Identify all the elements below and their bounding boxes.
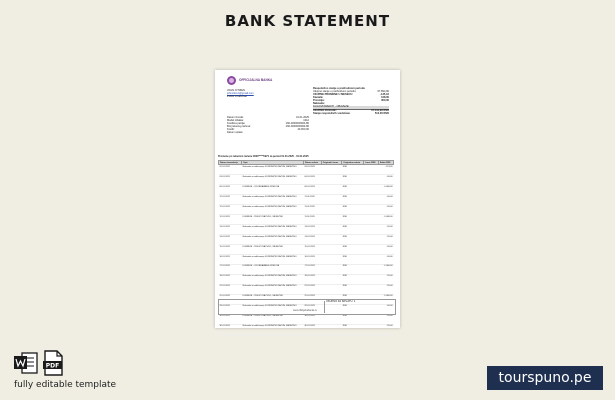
statement-period: Promene po tekućem računu 0000*****0971 za period 01.01.2025 - 31.01.2025 <box>218 155 309 158</box>
summary-label: UKUPNE PROMENE U MESECU: <box>313 92 354 96</box>
cell-desc: Naknada za održavanje KORISNIČKI RAČUN, MESEČNO <box>242 235 304 245</box>
cell-valuta: 18.01.2025 <box>304 275 322 285</box>
cell-date: 02.01.2025 <box>219 165 242 175</box>
cell-desc: KOMISIJE - ODOBRAVANJE KREDITA <box>242 265 304 275</box>
cell-saldo: -1.080,00 <box>378 185 393 195</box>
cell-desc: Naknada za održavanje KORISNIČKI RAČUN, MESEČNO <box>242 324 304 334</box>
cell-orig <box>321 225 342 235</box>
cell-saldo: -90,00 <box>378 304 393 314</box>
cell-saldo: -95,00 <box>378 275 393 285</box>
account-label: Datum izvoda: <box>227 116 244 119</box>
summary-value: 128,00 <box>381 95 389 99</box>
cell-cur: RSD <box>342 285 364 295</box>
account-row <box>227 132 309 135</box>
cell-orig <box>321 175 342 185</box>
cell-date: 22.01.2025 <box>219 285 242 295</box>
cell-orig <box>321 215 342 225</box>
cell-desc: Naknada za održavanje KORISNIČKI RAČUN, MESEČNO <box>242 225 304 235</box>
cell-cur: RSD <box>342 324 364 334</box>
cell-saldo: -95,00 <box>378 205 393 215</box>
cell-valuta: 13.01.2025 <box>304 225 322 235</box>
cell-desc: Naknada za održavanje KORISNIČKI RAČUN, MESEČNO <box>242 275 304 285</box>
cell-date: 15.01.2025 <box>219 245 242 255</box>
table-row <box>219 205 394 215</box>
column-header: Opis <box>242 161 304 165</box>
cell-amount <box>364 324 379 334</box>
cell-cur: RSD <box>342 195 364 205</box>
summary-label: UKUPNO DUGUJE: <box>313 108 337 112</box>
account-value: 160-0000000000-86 <box>285 124 309 128</box>
cell-saldo: -1.080,00 <box>378 295 393 305</box>
cell-amount <box>364 225 379 235</box>
cell-desc: KOMISIJE - TEKUĆI RAČUN 1, MESEČNO <box>242 215 304 225</box>
cell-valuta: 30.01.2025 <box>304 314 322 324</box>
cell-cur: RSD <box>342 265 364 275</box>
pdf-icon <box>42 350 64 376</box>
cell-saldo: -95,00 <box>378 324 393 334</box>
cell-amount <box>364 195 379 205</box>
cell-cur: RSD <box>342 295 364 305</box>
cell-orig <box>321 205 342 215</box>
summary-label: Ukupno stanje u prethodnom periodu: <box>313 89 357 93</box>
cell-cur: RSD <box>342 215 364 225</box>
cell-amount <box>364 285 379 295</box>
cell-saldo: -90,00 <box>378 255 393 265</box>
account-label: Datum uplate: <box>227 130 244 134</box>
column-header: Iznos RSD <box>364 161 379 165</box>
brand-badge: tourspuno.pe <box>487 366 603 390</box>
summary-value: -135,16 <box>380 92 389 96</box>
table-row <box>219 185 394 195</box>
column-header: Datum valute <box>304 161 322 165</box>
statement-document <box>215 70 400 328</box>
cell-amount <box>364 205 379 215</box>
summary-value: 512,00 RSD <box>374 111 389 115</box>
cell-saldo: -274,00 <box>378 165 393 175</box>
page-title: BANK STATEMENT <box>224 12 391 30</box>
table-row <box>219 324 394 334</box>
cell-amount <box>364 175 379 185</box>
cell-orig <box>321 185 342 195</box>
table-row <box>219 215 394 225</box>
bank-logo <box>227 76 272 85</box>
account-label: Kredit: <box>227 127 235 131</box>
bank-logo-icon <box>227 76 236 85</box>
cell-desc: Naknada za održavanje KORISNIČKI RAČUN, MESEČNO <box>242 205 304 215</box>
cell-desc: KOMISIJE - TEKUĆI RAČUN 1, MESEČNO <box>242 295 304 305</box>
cell-date: 18.01.2025 <box>219 275 242 285</box>
cell-desc: KOMISIJE - TEKUĆI RAČUN 1, MESEČNO <box>242 314 304 324</box>
summary-label: Naknada: <box>313 101 325 105</box>
cell-valuta: 16.01.2025 <box>304 255 322 265</box>
table-row <box>219 175 394 185</box>
cell-amount <box>364 314 379 324</box>
cell-valuta: 30.01.2025 <box>304 324 322 334</box>
summary-value: 67.894,90 <box>377 89 389 93</box>
cell-desc: Naknada za održavanje KORISNIČKI RAČUN, MESEČNO <box>242 255 304 265</box>
cell-saldo: -90,00 <box>378 245 393 255</box>
cell-saldo: -95,00 <box>378 225 393 235</box>
cell-amount <box>364 265 379 275</box>
summary-label: Provizija: <box>313 98 325 102</box>
cell-saldo: -95,00 <box>378 314 393 324</box>
cell-valuta: 17.01.2025 <box>304 265 322 275</box>
account-details <box>227 117 309 135</box>
svg-text:PDF: PDF <box>45 362 60 370</box>
cell-date: 17.01.2025 <box>219 265 242 275</box>
table-row <box>219 195 394 205</box>
account-value: 160-0000000000-86 <box>285 121 309 125</box>
bank-website: www.officijalnabanka.rs <box>293 310 317 312</box>
cell-desc: Naknada za održavanje KORISNIČKI RAČUN, MESEČNO <box>242 304 304 314</box>
cell-date: 25.01.2025 <box>219 295 242 305</box>
word-icon <box>14 352 38 374</box>
cell-valuta: 11.01.2025 <box>304 205 322 215</box>
cell-valuta: 25.01.2025 <box>304 295 322 305</box>
cell-orig <box>321 265 342 275</box>
cell-orig <box>321 275 342 285</box>
cell-cur: RSD <box>342 185 364 195</box>
cell-valuta: 28.01.2025 <box>304 304 322 314</box>
cell-amount <box>364 245 379 255</box>
cell-date: 12.01.2025 <box>219 215 242 225</box>
cell-cur: RSD <box>342 165 364 175</box>
cell-valuta: 03.01.2025 <box>304 165 322 175</box>
cell-saldo: -1.080,00 <box>378 215 393 225</box>
account-value: 40.000,00 <box>297 127 309 131</box>
summary-label: Raspoloživo stanje u prethodnom periodu <box>313 87 365 90</box>
footer-label: UKUPNO ZA ISPLATU: 1 <box>326 300 356 303</box>
cell-saldo: -90,00 <box>378 175 393 185</box>
client-address: 21000 Vrsačenac <box>227 94 248 98</box>
summary-value: 67.441,90 RSD <box>371 108 389 112</box>
account-label: Kreditna partija: <box>227 121 246 125</box>
cell-date: 14.01.2025 <box>219 235 242 245</box>
cell-cur: RSD <box>342 304 364 314</box>
cell-date: 12.01.2025 <box>219 195 242 205</box>
account-value: 31.01.2025 <box>296 116 309 119</box>
cell-saldo: -1.080,00 <box>378 265 393 275</box>
cell-cur: RSD <box>342 175 364 185</box>
column-header: Datum transakcije <box>219 161 242 165</box>
cell-orig <box>321 314 342 324</box>
cell-cur: RSD <box>342 235 364 245</box>
cell-valuta: 06.01.2025 <box>304 175 322 185</box>
cell-cur: RSD <box>342 275 364 285</box>
cell-date: 16.01.2025 <box>219 255 242 265</box>
cell-orig <box>321 285 342 295</box>
summary-label: Stanje raspoloživih sredstava: <box>313 111 351 115</box>
cell-date: 12.01.2025 <box>219 205 242 215</box>
cell-date: 28.01.2025 <box>219 304 242 314</box>
cell-orig <box>321 235 342 245</box>
cell-cur: RSD <box>342 225 364 235</box>
cell-valuta: 11.01.2025 <box>304 215 322 225</box>
cell-date: 06.01.2025 <box>219 185 242 195</box>
table-row <box>219 275 394 285</box>
cell-valuta: 22.01.2025 <box>304 285 322 295</box>
cell-orig <box>321 165 342 175</box>
cell-amount <box>364 255 379 265</box>
table-row <box>219 245 394 255</box>
cell-orig <box>321 195 342 205</box>
cell-desc: Naknada za održavanje KORISNIČKI RAČUN, MESEČNO <box>242 175 304 185</box>
cell-desc: KOMISIJE - TEKUĆI RAČUN 1, MESEČNO <box>242 245 304 255</box>
client-email: johncitizen@gmail.com <box>227 91 254 95</box>
column-header: Originalni iznos <box>321 161 342 165</box>
cell-desc: Naknada za održavanje KORISNIČKI RAČUN, MESEČNO <box>242 165 304 175</box>
cell-valuta: 11.01.2025 <box>304 195 322 205</box>
cell-amount <box>364 165 379 175</box>
cell-desc: Naknada za održavanje KORISNIČKI RAČUN, MESEČNO <box>242 195 304 205</box>
table-row <box>219 225 394 235</box>
cell-saldo: -95,00 <box>378 285 393 295</box>
account-label: Model izdatka: <box>227 118 244 122</box>
column-header: Originalna valuta <box>342 161 364 165</box>
cell-amount <box>364 275 379 285</box>
table-row <box>219 165 394 175</box>
cell-amount <box>364 235 379 245</box>
cell-orig <box>321 255 342 265</box>
summary-value: 350,00 <box>381 98 389 102</box>
cell-desc: KOMISIJE - ODOBRAVANJE KREDITA <box>242 185 304 195</box>
client-info <box>227 90 302 99</box>
cell-amount <box>364 215 379 225</box>
column-header: Saldo RSD <box>378 161 393 165</box>
cell-desc: Naknada za održavanje KORISNIČKI RAČUN, MESEČNO <box>242 285 304 295</box>
table-row <box>219 235 394 245</box>
summary-label: DUGOVI/KREDITI - OBAVEZE: <box>313 104 350 108</box>
cell-date: 13.01.2025 <box>219 225 242 235</box>
cell-valuta: 14.01.2025 <box>304 235 322 245</box>
cell-cur: RSD <box>342 245 364 255</box>
cell-saldo: -95,00 <box>378 235 393 245</box>
cell-cur: RSD <box>342 205 364 215</box>
cell-valuta: 06.01.2025 <box>304 185 322 195</box>
cell-date: 03.01.2025 <box>219 175 242 185</box>
cell-cur: RSD <box>342 255 364 265</box>
account-value: 1312 <box>303 118 309 122</box>
bank-logo-text: OFFICIJALNA BANKA <box>239 77 273 82</box>
cell-saldo: -90,00 <box>378 195 393 205</box>
table-row <box>219 255 394 265</box>
table-row <box>219 285 394 295</box>
client-name: JOHN CITIZEN <box>227 89 245 92</box>
summary-label: Kamata: <box>313 95 324 99</box>
cell-date: 30.01.2025 <box>219 314 242 324</box>
cell-cur: RSD <box>342 314 364 324</box>
table-row <box>219 265 394 275</box>
cell-amount <box>364 185 379 195</box>
summary-row <box>313 113 389 116</box>
cell-valuta: 15.01.2025 <box>304 245 322 255</box>
balance-summary <box>313 88 389 116</box>
cell-orig <box>321 245 342 255</box>
table-row <box>219 314 394 324</box>
account-label: Broj tekućeg računa: <box>227 124 251 128</box>
tagline: fully editable template <box>14 380 117 390</box>
cell-orig <box>321 324 342 334</box>
cell-date: 30.01.2025 <box>219 324 242 334</box>
